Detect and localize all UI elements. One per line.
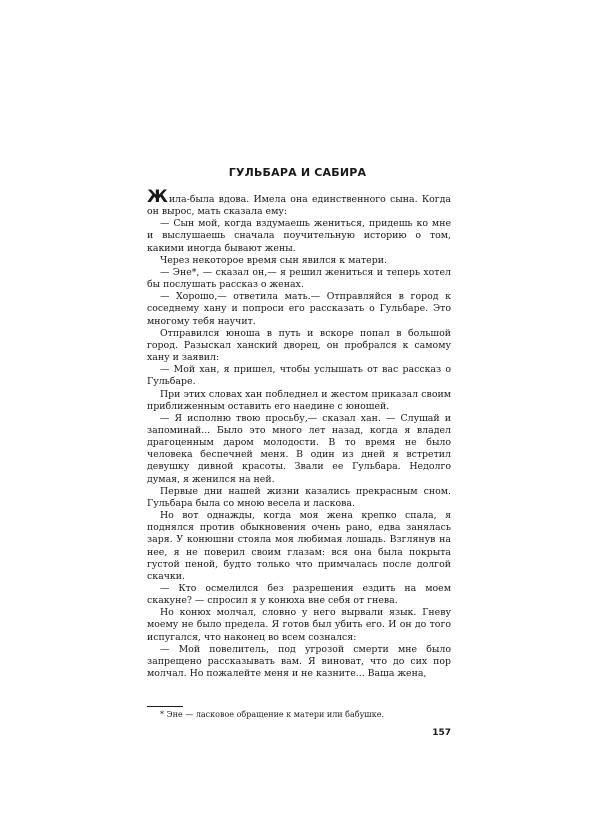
paragraph-12: — Кто осмелился без разрешения ездить на моем скакуне? — спросил я у конюха вне себя от гнева. (147, 583, 451, 607)
paragraph-2: — Сын мой, когда вздумаешь жениться, придешь ко мне и выслушаешь сначала поучительную историю о том, какими иногда бывают жены. (147, 218, 451, 254)
paragraph-8: При этих словах хан побледнел и жестом приказал своим приближенным оставить его наедине с юношей. (147, 388, 451, 412)
footnote: * Эне — ласковое обращение к матери или бабушке. (160, 710, 385, 719)
paragraph-13: Но конюх молчал, словно у него вырвали язык. Гневу моему не было предела. Я готов был убить его. И он до того испугался, что наконец во всем сознался: (147, 607, 451, 643)
story-text (147, 187, 451, 680)
paragraph-10: Первые дни нашей жизни казались прекрасным сном. Гульбара была со мною весела и ласкова. (147, 485, 451, 509)
page-number: 157 (432, 728, 451, 738)
paragraph-5: — Хорошо,— ответила мать.— Отправляйся в город к соседнему хану и попроси его рассказать о Гульбаре. Это многому тебя научит. (147, 291, 451, 327)
drop-cap: Ж (147, 187, 168, 207)
paragraph-11: Но вот однажды, когда моя жена крепко спала, я поднялся против обыкновения очень рано, едва занялась заря. У конюшни стояла моя любимая лошадь. Взглянув на нее, я не поверил своим глазам: вся она была покрыта густой пеной, будто только что примчалась после долгой скачки. (147, 510, 451, 582)
paragraph-14: — Мой повелитель, под угрозой смерти мне было запрещено рассказывать вам. Я виноват, что до сих пор молчал. Но пожалейте меня и не казните... Ваша жена, (147, 643, 451, 680)
paragraph-1 (147, 187, 451, 218)
paragraph-1-text: ила-была вдова. Имела она единственного сына. Когда он вырос, мать сказала ему: (147, 194, 451, 218)
paragraph-6: Отправился юноша в путь и вскоре попал в большой город. Разыскал ханский дворец, он пробрался к самому хану и заявил: (147, 327, 451, 364)
paragraph-9: — Я исполню твою просьбу,— сказал хан. — Слушай и запоминай... Было это много лет назад, когда я владел драгоценным даром молодости. В то время не было человека беспечней меня. В один из дней я встретил девушку дивной красоты. Звали ее Гульбара. Недолго думая, я женился на ней. (147, 412, 451, 485)
paragraph-3: Через некоторое время сын явился к матери. (160, 254, 387, 266)
paragraph-4: — Эне*, — сказал он,— я решил жениться и теперь хотел бы послушать рассказ о женах. (147, 266, 451, 291)
page-title: ГУЛЬБАРА И САБИРА (228, 166, 367, 179)
footnote-divider (147, 706, 183, 707)
paragraph-7: — Мой хан, я пришел, чтобы услышать от вас рассказ о Гульбаре. (147, 364, 451, 388)
